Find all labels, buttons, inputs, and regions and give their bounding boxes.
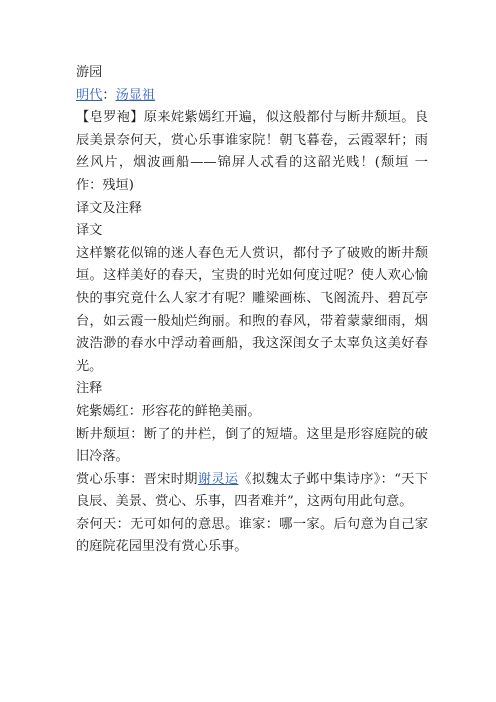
note-text: 赏心乐事：晋宋时期 — [76, 471, 198, 487]
translation-heading: 译文 — [76, 223, 103, 239]
author-line — [76, 85, 428, 108]
note-item: 姹紫嫣红：形容花的鲜艳美丽。 — [76, 403, 261, 419]
poem-text: 【皂罗袍】原来姹紫嫣红开遍，似这般都付与断井颓垣。良辰美景奈何天，赏心乐事谁家院！朝飞暮卷，云霞翠轩；雨丝风片，烟波画船——锦屏人忒看的这韶光贱！(颓垣 一作：残垣) — [76, 110, 428, 193]
note-item: 断井颓垣：断了的井栏，倒了的短墙。这里是形容庭院的破旧冷落。 — [76, 426, 428, 465]
document-body — [76, 62, 428, 559]
poem-title: 游园 — [76, 65, 103, 80]
author-separator: ： — [102, 87, 116, 103]
person-link[interactable]: 谢灵运 — [197, 471, 239, 487]
note-item: 奈何天：无可如何的意思。谁家：哪一家。后句意为自己家的庭院花园里没有赏心乐事。 — [76, 516, 428, 555]
author-link[interactable]: 汤显祖 — [115, 87, 156, 103]
notes-heading: 注释 — [76, 381, 103, 397]
section-heading: 译文及注释 — [76, 200, 142, 216]
note-text: 《拟魏太子邺中集诗序》：“天下良辰、美景、赏心、乐事，四者难并”，这两句用此句意。 — [76, 471, 429, 510]
note-item — [76, 469, 428, 514]
dynasty-link[interactable]: 明代 — [76, 87, 103, 103]
translation-text: 这样繁花似锦的迷人春色无人赏识，都付予了破败的断井颓垣。这样美好的春天，宝贵的时光如何度过呢？使人欢心愉快的事究竟什么人家才有呢？雕梁画栋、飞阁流丹、碧瓦亭台，如云霞一般灿烂绚丽。和煦的春风，带着蒙蒙细雨，烟波浩渺的春水中浮动着画船，我这深闺女子太辜负这美好春光。 — [76, 245, 428, 374]
